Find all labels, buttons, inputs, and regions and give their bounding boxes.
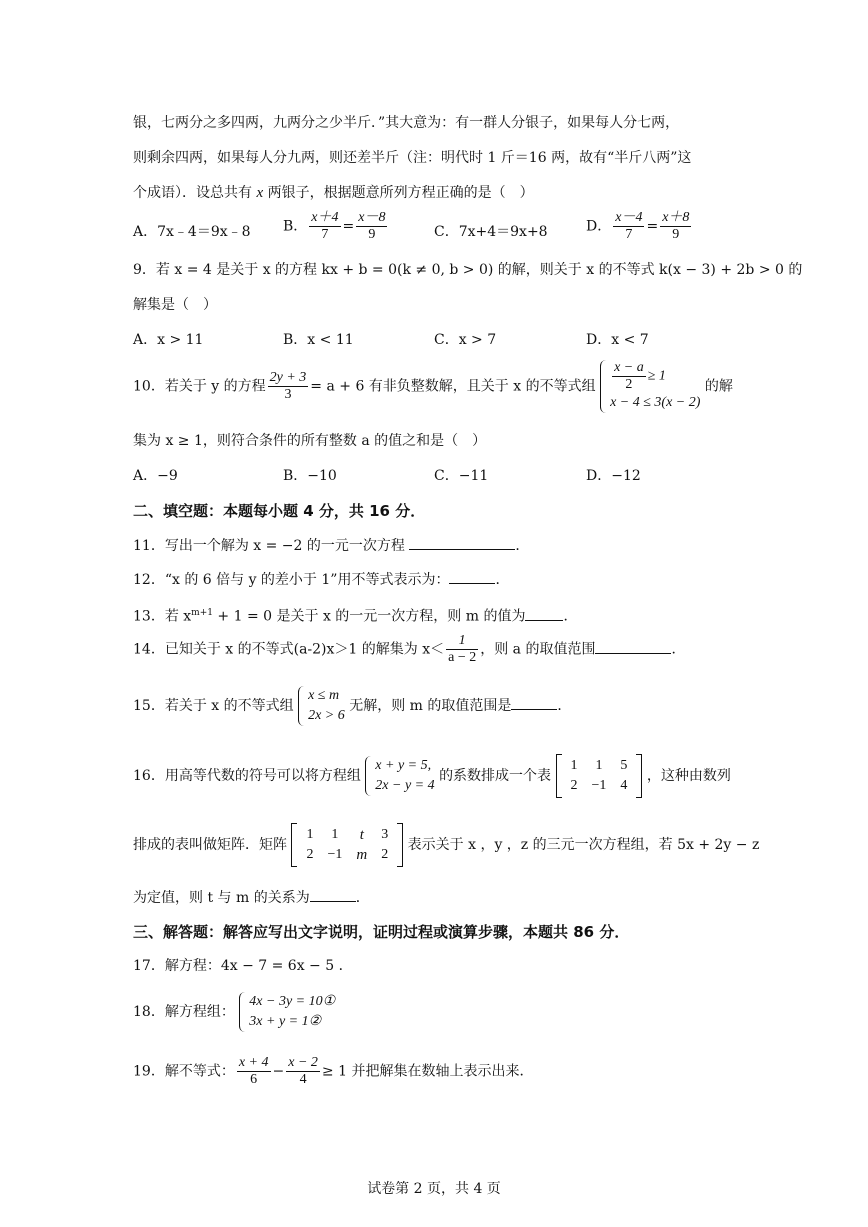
- section-2-heading: 二、填空题：本题每小题 4 分，共 16 分．: [133, 502, 426, 520]
- q10-option-c: C．−11: [434, 468, 489, 484]
- q10-line1: 10．若关于 y 的方程 $\frac{2y + 3}{3}$ = a + 6 有非负整数解，且关于 x 的不等式组 $\frac{x - a}{2}$ ≥ 1 x − 4 ≤ 3(x − 2) 的解: [133, 360, 733, 413]
- q9-option-c: C．x > 7: [434, 332, 497, 348]
- q14: 14．已知关于 x 的不等式(a-2)x＞1 的解集为 x＜ $\frac{1}{a - 2}$ ，则 a 的取值范围 ．: [133, 633, 686, 665]
- q11: 11．写出一个解为 x = −2 的一元一次方程 ．: [133, 535, 529, 556]
- q9-option-d: D．x < 7: [586, 332, 649, 348]
- q8-option-d: D． $\frac{x-4}{7}$ = $\frac{x+8}{9}$: [586, 210, 690, 242]
- q15-answer-blank[interactable]: [511, 695, 557, 710]
- q9-line2: 解集是（ ）: [133, 297, 217, 313]
- q12-answer-blank[interactable]: [449, 569, 495, 584]
- q9-line1: 9．若 x = 4 是关于 x 的方程 kx + b = 0(k ≠ 0, b > 0) 的解，则关于 x 的不等式 k(x − 3) + 2b > 0 的: [133, 262, 803, 278]
- q10-option-a: A．−9: [133, 468, 178, 484]
- q9-option-b: B．x < 11: [283, 332, 354, 348]
- q17: 17．解方程：4x − 7 = 6x − 5 ．: [133, 958, 353, 974]
- q16-equation-system: x + y = 5, 2x − y = 4: [365, 756, 434, 796]
- q16-matrix-2: 1 1 t 3 2 −1 m 2: [291, 823, 403, 867]
- q8-line2: 则剩余四两，如果每人分九两，则还差半斤（注：明代时 1 斤＝16 两，故有“半斤八两”这: [133, 150, 692, 166]
- q13-answer-blank[interactable]: [525, 606, 563, 621]
- q12: 12．“x 的 6 倍与 y 的差小于 1”用不等式表示为： ．: [133, 569, 509, 590]
- q16-line1: 16．用高等代数的符号可以将方程组 x + y = 5, 2x − y = 4 的系数排成一个表 1 1 5 2 −1 4 ，这种由数列: [133, 754, 731, 798]
- q14-answer-blank[interactable]: [595, 639, 671, 654]
- q10-option-b: B．−10: [283, 468, 337, 484]
- q8-option-a: A．7x﹣4＝9x﹣8: [133, 224, 251, 240]
- q16-answer-blank[interactable]: [310, 887, 356, 902]
- q15: 15．若关于 x 的不等式组 x ≤ m 2x > 6 无解，则 m 的取值范围是 ．: [133, 686, 571, 726]
- q8-line1: 银，七两分之多四两，九两分之少半斤．”其大意为：有一群人分银子，如果每人分七两，: [133, 115, 680, 131]
- q19: 19．解不等式： $\frac{x + 4}{6}$ − $\frac{x - 2}{4}$ ≥ 1 并把解集在数轴上表示出来．: [133, 1055, 534, 1087]
- page-footer: 试卷第 2 页，共 4 页: [367, 1181, 501, 1197]
- q8-line3: 个成语）．设总共有 x 两银子，根据题意所列方程正确的是（ ）: [133, 185, 534, 201]
- q18-equation-system: 4x − 3y = 10① 3x + y = 1②: [239, 992, 335, 1032]
- q18: 18．解方程组： 4x − 3y = 10① 3x + y = 1②: [133, 992, 335, 1032]
- q8-option-c: C．7x+4＝9x+8: [434, 224, 548, 240]
- q10-line2: 集为 x ≥ 1，则符合条件的所有整数 a 的值之和是（ ）: [133, 433, 487, 449]
- q16-matrix-1: 1 1 5 2 −1 4: [556, 754, 643, 798]
- q16-line2: 排成的表叫做矩阵．矩阵 1 1 t 3 2 −1 m 2 表示关于 x ，y ，z 的三元一次方程组，若 5x + 2y − z: [133, 823, 759, 867]
- q10-inequality-system: $\frac{x - a}{2}$ ≥ 1 x − 4 ≤ 3(x − 2): [600, 360, 700, 413]
- q11-answer-blank[interactable]: [409, 535, 515, 550]
- q13: 13．若 $x^{m+1} + 1 = 0$ 是关于 x 的一元一次方程，则 m 的值为 ．: [133, 603, 577, 627]
- q15-inequality-system: x ≤ m 2x > 6: [298, 686, 345, 726]
- section-3-heading: 三、解答题：解答应写出文字说明，证明过程或演算步骤，本题共 86 分．: [133, 923, 630, 941]
- q9-option-a: A．x > 11: [133, 332, 204, 348]
- q8-option-b: B． $\frac{x+4}{7}$ = $\frac{x-8}{9}$: [283, 210, 386, 242]
- q16-line3: 为定值，则 t 与 m 的关系为 ．: [133, 887, 370, 908]
- q10-option-d: D．−12: [586, 468, 641, 484]
